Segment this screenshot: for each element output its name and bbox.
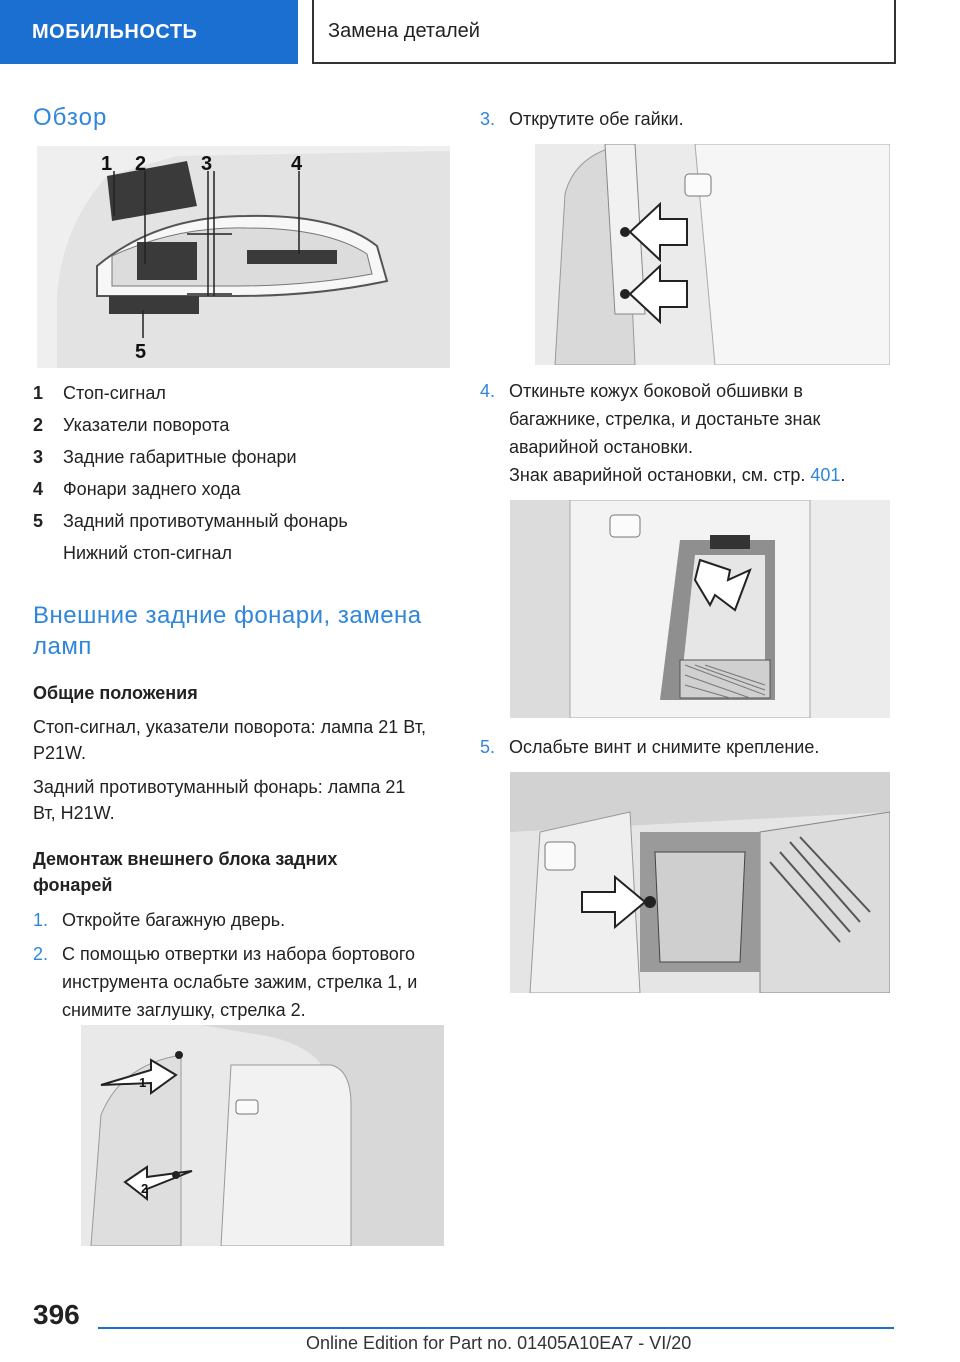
step-number: 3. <box>480 109 496 129</box>
step-text: С помощью отвертки из набора бортового инструмента ослабьте зажим, стрелка 1, и снимите заглушку, стрелка 2. <box>62 944 418 1020</box>
step-number: 1. <box>33 910 49 930</box>
step4-note <box>509 462 899 488</box>
overview-legend <box>33 377 453 569</box>
footer-divider <box>98 1327 894 1329</box>
legend-item <box>33 377 453 409</box>
nuts-illustration <box>535 144 890 365</box>
page-link[interactable]: 401 <box>810 465 841 485</box>
trunk-cover-illustration <box>81 1025 444 1246</box>
legend-number: 1 <box>33 382 44 403</box>
legend-number: 2 <box>33 414 44 435</box>
callout-5: 5 <box>135 341 147 363</box>
legend-note: Нижний стоп-сигнал <box>63 542 233 563</box>
step-number: 2. <box>33 944 49 964</box>
step2-figure <box>81 1025 444 1246</box>
step-text: Открутите обе гайки. <box>509 109 684 129</box>
general-text-1: Стоп-сигнал, указатели поворота: лампа 21 Вт, P21W. <box>33 717 426 763</box>
screw-bracket-illustration <box>510 772 890 993</box>
legend-label: Задние габаритные фонари <box>63 446 297 467</box>
overview-heading: Обзор <box>33 104 108 131</box>
step-text: Откиньте кожух боковой обшивки в багажнике, стрелка, и достаньте знак аварийной остановки. <box>509 381 821 457</box>
exterior-heading: Внешние задние фонари, замена ламп <box>33 602 422 660</box>
legend-label: Задний противотуманный фонарь <box>63 510 348 531</box>
arrow-label-1: 1 <box>139 1075 147 1090</box>
note-suffix: . <box>840 465 846 485</box>
step-4 <box>480 377 900 461</box>
callout-2: 2 <box>135 153 147 175</box>
step-2 <box>33 940 453 1024</box>
step-3 <box>480 105 900 133</box>
tail-light-illustration <box>37 146 450 368</box>
exterior-section <box>33 600 453 1024</box>
legend-item <box>33 473 453 505</box>
general-heading: Общие положения <box>33 683 198 703</box>
callout-1: 1 <box>101 153 113 175</box>
legend-item <box>33 505 453 537</box>
legend-number: 5 <box>33 510 44 531</box>
step-text: Откройте багажную дверь. <box>62 910 286 930</box>
section-tab: МОБИЛЬНОСТЬ <box>0 0 298 64</box>
removal-heading: Демонтаж внешнего блока задних фонарей <box>33 849 338 895</box>
step3-figure <box>535 144 890 365</box>
step-number: 5. <box>480 737 496 757</box>
step-1 <box>33 906 453 934</box>
edition-info: Online Edition for Part no. 01405A10EA7 - VI/20 <box>306 1333 692 1353</box>
general-text-2: Задний противотуманный фонарь: лампа 21 Вт, H21W. <box>33 777 406 823</box>
legend-label: Фонари заднего хода <box>63 478 241 499</box>
tail-light-figure <box>37 146 450 368</box>
step5-figure <box>510 772 890 993</box>
legend-label: Стоп-сигнал <box>63 382 166 403</box>
step-text: Ослабьте винт и снимите крепление. <box>509 737 820 757</box>
note-text: Знак аварийной остановки, см. стр. <box>509 465 811 485</box>
legend-number: 3 <box>33 446 44 467</box>
step-number: 4. <box>480 381 496 401</box>
page-number: 396 <box>33 1299 80 1330</box>
callout-4: 4 <box>291 153 303 175</box>
chapter-title: Замена деталей <box>312 0 896 64</box>
step-5 <box>480 733 900 761</box>
callout-3: 3 <box>201 153 213 175</box>
step4-figure <box>510 500 890 718</box>
legend-item <box>33 441 453 473</box>
legend-item <box>33 409 453 441</box>
legend-number: 4 <box>33 478 44 499</box>
arrow-label-2: 2 <box>141 1181 149 1196</box>
legend-label: Указатели поворота <box>63 414 230 435</box>
left-column <box>33 100 453 1280</box>
right-column <box>480 100 900 1000</box>
warning-triangle-compartment-illustration <box>510 500 890 718</box>
